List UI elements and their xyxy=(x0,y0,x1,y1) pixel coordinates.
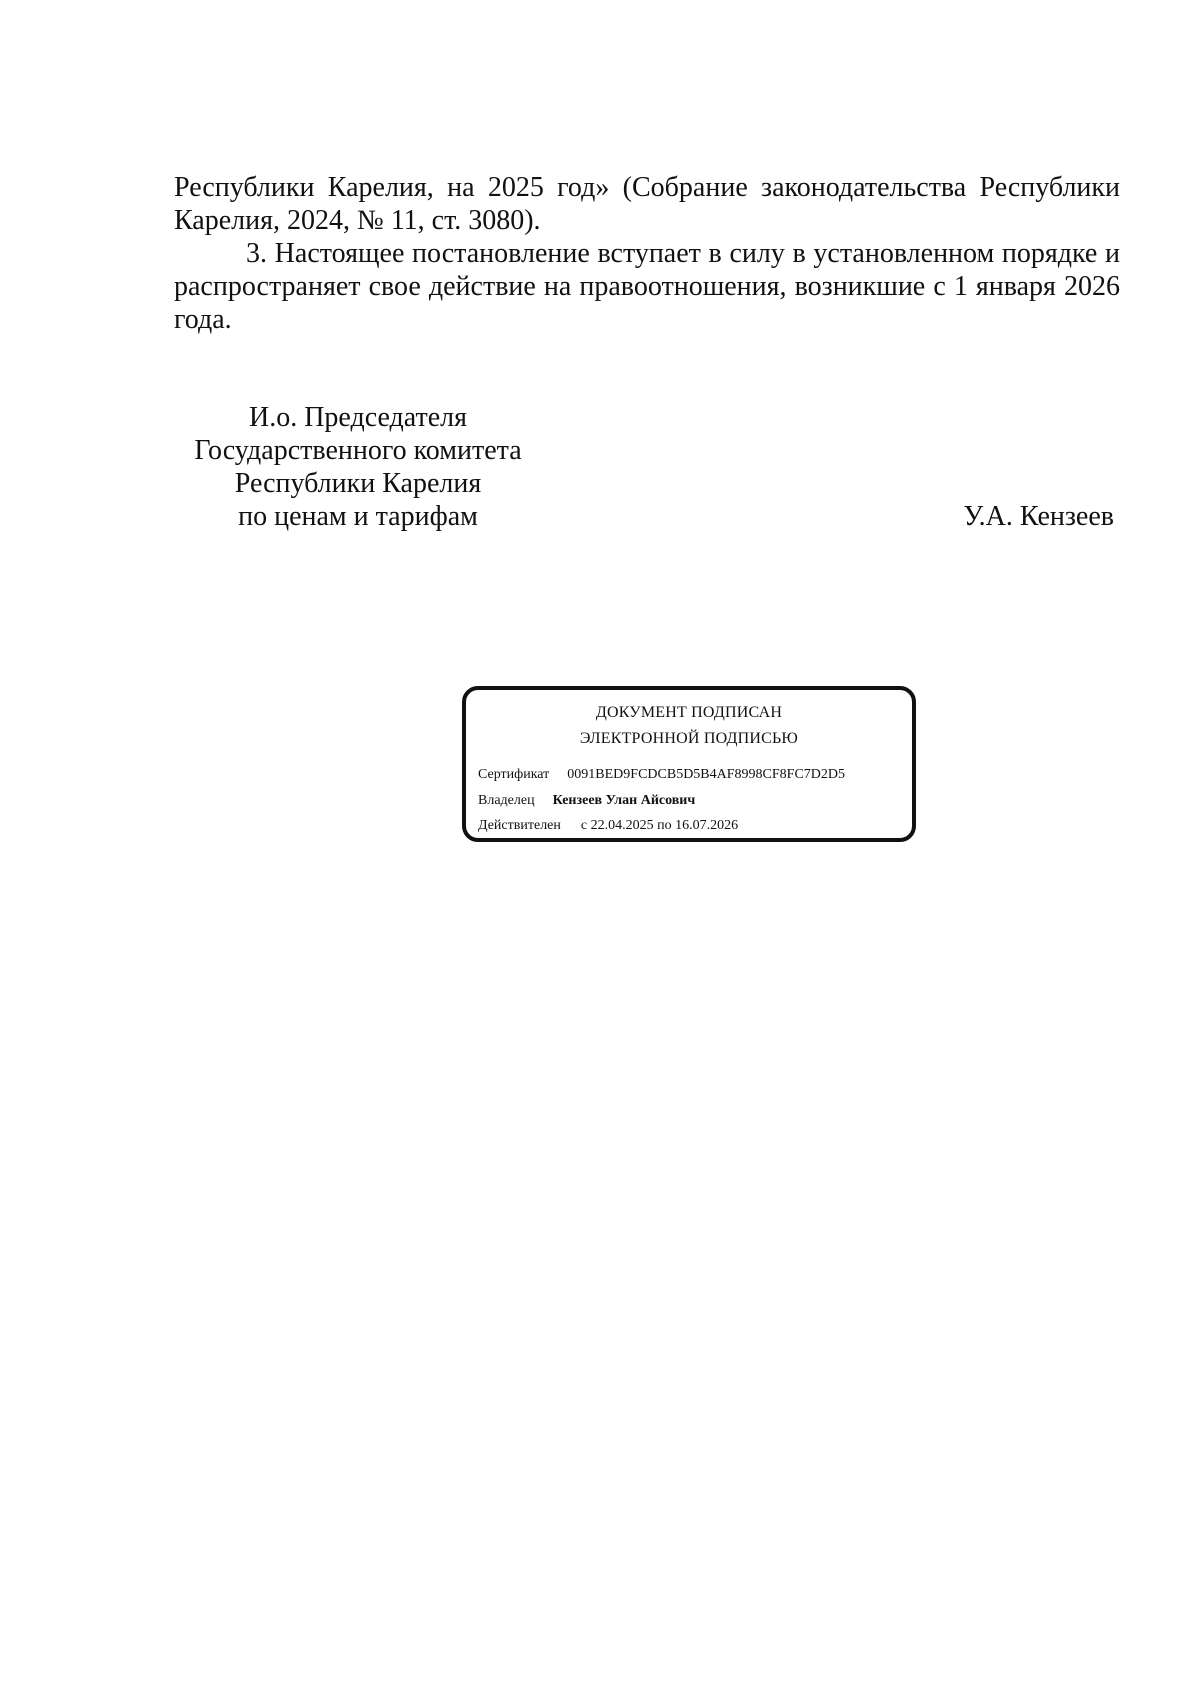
stamp-owner-row xyxy=(478,792,695,810)
certificate-label: Сертификат xyxy=(478,767,550,782)
owner-value: Кензеев Улан Айсович xyxy=(552,793,696,808)
stamp-validity-row xyxy=(478,817,738,835)
stamp-header-line: ДОКУМЕНТ ПОДПИСАН xyxy=(595,704,783,721)
validity-value: с 22.04.2025 по 16.07.2026 xyxy=(580,818,739,833)
electronic-signature-stamp xyxy=(462,686,916,842)
validity-label: Действителен xyxy=(478,818,561,833)
stamp-header-line: ЭЛЕКТРОННОЙ ПОДПИСЬЮ xyxy=(579,730,799,747)
stamp-certificate-row xyxy=(478,766,845,784)
paragraph-3: 3. Настоящее постановление вступает в силу в установленном порядке и распространяет свое действие на правоотношения, возникшие с 1 января 2026 года. xyxy=(174,238,1120,335)
paragraph-continuation: Республики Карелия, на 2025 год» (Собрание законодательства Республики Карелия, 2024, № 11, ст. 3080). xyxy=(174,172,1120,236)
signer-title-line: по ценам и тарифам xyxy=(238,501,478,532)
signer-title-line: Государственного комитета xyxy=(194,435,522,466)
signer-title-line: И.о. Председателя xyxy=(248,402,468,433)
body-text xyxy=(174,171,1120,336)
signer-name: У.А. Кензеев xyxy=(963,501,1114,532)
signer-title xyxy=(178,401,538,533)
certificate-value: 0091BED9FCDCB5D5B4AF8998CF8FC7D2D5 xyxy=(567,767,846,782)
stamp-header xyxy=(466,700,912,752)
signer-title-line: Республики Карелия xyxy=(234,468,482,499)
owner-label: Владелец xyxy=(478,793,535,808)
